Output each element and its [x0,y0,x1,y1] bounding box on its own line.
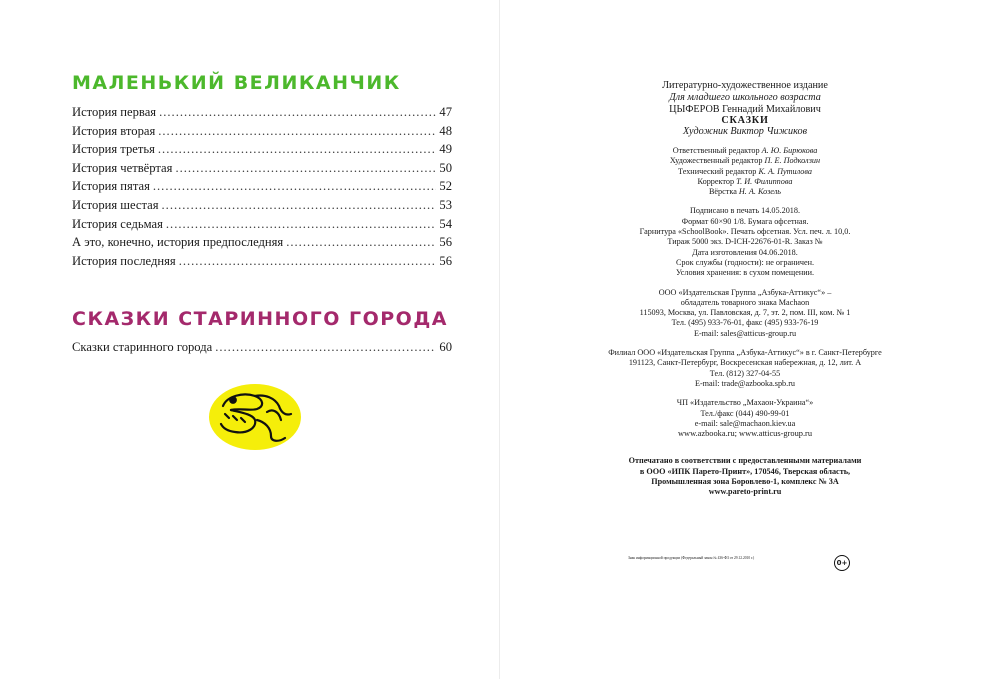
toc-leader-dots [215,338,436,357]
toc-item[interactable] [72,122,452,141]
age-rating-badge: 0+ [834,555,850,571]
staff-line [560,167,930,177]
toc-item[interactable] [72,159,452,178]
toc-item-label: История вторая [72,123,156,138]
toc-item-label: История шестая [72,197,159,212]
toc-item[interactable] [72,252,452,271]
toc-item[interactable] [72,215,452,234]
staff-role: Технический редактор [678,166,757,176]
publisher-email[interactable]: E-mail: sales@atticus-group.ru [693,328,797,338]
section-title-skazki-starinnogo-goroda: СКАЗКИ СТАРИННОГО ГОРОДА [72,308,448,330]
publishing-line: Срок службы (годности): не ограничен. [675,257,815,267]
publisher-line: Тел. (495) 933-76-01, факс (495) 933-76-19 [671,318,819,328]
publishing-line: Подписано в печать 14.05.2018. [689,206,801,216]
staff-role: Корректор [697,176,735,186]
printer-website[interactable]: www.pareto-print.ru [708,487,782,497]
ukraine-email[interactable]: e-mail: sale@machaon.kiev.ua [694,418,796,428]
toc-leader-dots [286,233,436,252]
staff-line [560,146,930,156]
toc-item-label: История пятая [72,179,150,194]
ukraine-line: Тел./факс (044) 490-99-01 [700,408,790,418]
toc-leader-dots [158,122,436,141]
staff-line [560,156,930,166]
law-note: Знак информационной продукции (Федеральный закон № 436-ФЗ от 29.12.2010 г.) [628,556,755,560]
website-links[interactable]: www.azbooka.ru; www.atticus-group.ru [677,429,813,439]
branch-email[interactable]: E-mail: trade@azbooka.spb.ru [694,378,796,388]
toc-item[interactable] [72,140,452,159]
publisher-line: обладатель товарного знака Machaon [680,297,810,307]
publishing-details [560,206,930,278]
staff-name: П. Е. Подколзин [764,156,821,166]
section-title-malenkiy-velikanchik: МАЛЕНЬКИЙ ВЕЛИКАНЧИК [72,72,401,94]
toc-item-label: История седьмая [72,216,163,231]
toc-leader-dots [153,177,437,196]
printer-line: Промышленная зона Боровлево-1, комплекс № 3А [651,477,839,487]
imprint-block [560,80,930,498]
toc-leader-dots [179,252,437,271]
toc-item-label: История четвёртая [72,160,173,175]
toc-item-page: 48 [439,123,452,138]
toc-leader-dots [175,159,436,178]
publisher-line: 115093, Москва, ул. Павловская, д. 7, эт. 2, пом. III, ком. № 1 [639,308,851,318]
toc-item-label: История третья [72,142,155,157]
edition-type: Литературно-художественное издание [662,80,828,91]
publisher-line: ООО «Издательская Группа „Азбука-Аттикус“» – [658,287,832,297]
staff-role: Художественный редактор [669,156,763,166]
staff-line [560,177,930,187]
toc-item-label: Сказки старинного города [72,340,213,354]
toc-list-section1 [72,103,452,270]
toc-leader-dots [159,103,436,122]
staff-name: Т. И. Филиппова [736,176,793,186]
ukraine-line: ЧП «Издательство „Махаон-Украина“» [676,398,814,408]
toc-item[interactable] [72,338,452,357]
toc-item-page: 53 [439,197,452,212]
audience: Для младшего школьного возраста [669,92,821,104]
staff-line [560,187,930,197]
page-spine [499,0,500,679]
toc-item-page: 54 [439,216,452,231]
toc-leader-dots [166,215,437,234]
author: ЦЫФЕРОВ Геннадий Михайлович [669,104,821,116]
publishing-line: Тираж 5000 экз. D-ICH-22676-01-R. Заказ № [667,237,823,247]
toc-item-label: История первая [72,105,157,119]
publishing-line: Формат 60×90 1/8. Бумага офсетная. [681,216,809,226]
toc-item-page: 60 [439,340,452,354]
publisher-block [560,288,930,339]
crocodile-illustration [209,384,302,450]
branch-line: Филиал ООО «Издательская Группа „Азбука-Аттикус“» в г. Санкт-Петербурге [608,348,882,358]
toc-item-page: 47 [439,105,452,119]
toc-item[interactable] [72,196,452,215]
toc-item-page: 50 [439,160,452,175]
toc-item-page: 56 [439,253,452,268]
toc-leader-dots [158,140,437,159]
book-title: СКАЗКИ [721,115,769,127]
publishing-line: Гарнитура «SchoolBook». Печать офсетная. Усл. печ. л. 10,0. [639,227,851,237]
toc-item-label: История последняя [72,253,176,268]
toc-leader-dots [162,196,437,215]
staff-list [560,146,930,197]
branch-line: 191123, Санкт-Петербург, Воскресенская набережная, д. 12, лит. А [628,358,862,368]
branch-line: Тел. (812) 327-04-55 [709,368,781,378]
staff-name: Н. А. Козель [738,187,782,197]
staff-name: К. А. Путилова [758,166,812,176]
branch-block [560,348,930,389]
toc-item-page: 52 [439,179,452,194]
staff-role: Ответственный редактор [672,146,760,155]
printer-line: Отпечатано в соответствии с предоставленными материалами [628,456,862,466]
toc-item[interactable] [72,233,452,252]
staff-role: Вёрстка [708,187,737,197]
yellow-spot [209,384,301,450]
illustrator: Художник Виктор Чижиков [682,125,808,137]
toc-item-label: А это, конечно, история предпоследняя [72,235,284,250]
toc-item-page: 49 [439,142,452,157]
printer-block [560,456,930,497]
toc-item[interactable] [72,103,452,122]
publishing-line: Условия хранения: в сухом помещении. [675,268,815,278]
toc-item-page: 56 [439,235,452,250]
left-page-contents [72,72,452,354]
printer-line: в ООО «ИПК Парето-Принт», 170546, Тверская область, [639,466,851,476]
toc-item[interactable] [72,177,452,196]
toc-list-section2 [72,338,452,357]
staff-name: А. Ю. Бирюкова [761,146,818,155]
ukraine-block [560,398,930,429]
publishing-line: Дата изготовления 04.06.2018. [692,247,798,257]
